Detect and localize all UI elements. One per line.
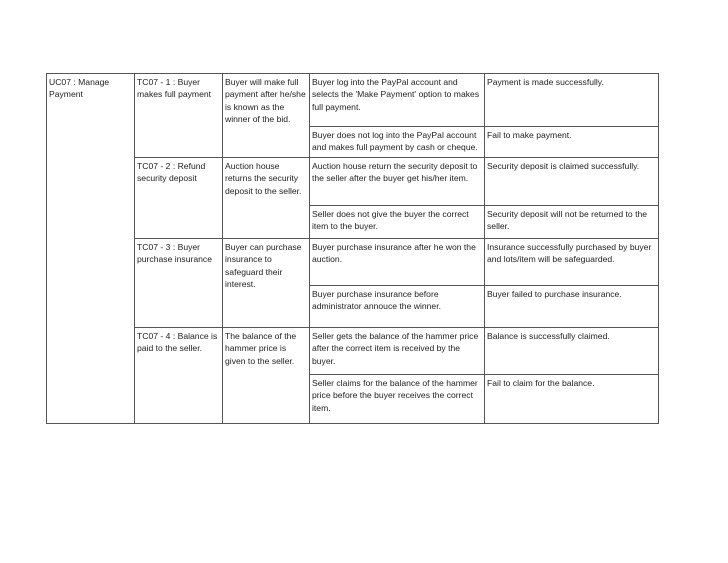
condition-cell: Auction house return the security deposit to the seller after the buyer get his/her item. <box>310 158 485 206</box>
use-case-cell: UC07 : Manage Payment <box>47 74 135 424</box>
test-case-description-cell: The balance of the hammer price is given to the seller. <box>223 328 310 424</box>
condition-cell: Seller does not give the buyer the correct item to the buyer. <box>310 206 485 239</box>
test-case-description-cell: Auction house returns the security deposit to the seller. <box>223 158 310 239</box>
test-case-id-cell: TC07 - 2 : Refund security deposit <box>135 158 223 239</box>
expected-result-cell: Security deposit is claimed successfully. <box>485 158 659 206</box>
test-case-id-cell: TC07 - 3 : Buyer purchase insurance <box>135 239 223 328</box>
expected-result-cell: Security deposit will not be returned to the seller. <box>485 206 659 239</box>
expected-result-cell: Buyer failed to purchase insurance. <box>485 286 659 328</box>
test-case-description-cell: Buyer can purchase insurance to safeguard their interest. <box>223 239 310 328</box>
test-case-id-cell: TC07 - 4 : Balance is paid to the seller. <box>135 328 223 424</box>
condition-cell: Buyer does not log into the PayPal account and makes full payment by cash or cheque. <box>310 127 485 158</box>
table-row <box>47 74 659 127</box>
condition-cell: Seller gets the balance of the hammer price after the correct item is received by the buyer. <box>310 328 485 375</box>
condition-cell: Buyer purchase insurance after he won the auction. <box>310 239 485 286</box>
test-case-table <box>46 73 659 424</box>
condition-cell: Seller claims for the balance of the hammer price before the buyer receives the correct item. <box>310 375 485 424</box>
table-row <box>47 158 659 206</box>
expected-result-cell: Fail to make payment. <box>485 127 659 158</box>
condition-cell: Buyer purchase insurance before administrator annouce the winner. <box>310 286 485 328</box>
table-row <box>47 239 659 286</box>
test-case-id-cell: TC07 - 1 : Buyer makes full payment <box>135 74 223 158</box>
expected-result-cell: Fail to claim for the balance. <box>485 375 659 424</box>
expected-result-cell: Payment is made successfully. <box>485 74 659 127</box>
test-case-description-cell: Buyer will make full payment after he/she is known as the winner of the bid. <box>223 74 310 158</box>
condition-cell: Buyer log into the PayPal account and selects the 'Make Payment' option to makes full payment. <box>310 74 485 127</box>
table-row <box>47 328 659 375</box>
expected-result-cell: Balance is successfully claimed. <box>485 328 659 375</box>
expected-result-cell: Insurance successfully purchased by buyer and lots/item will be safeguarded. <box>485 239 659 286</box>
